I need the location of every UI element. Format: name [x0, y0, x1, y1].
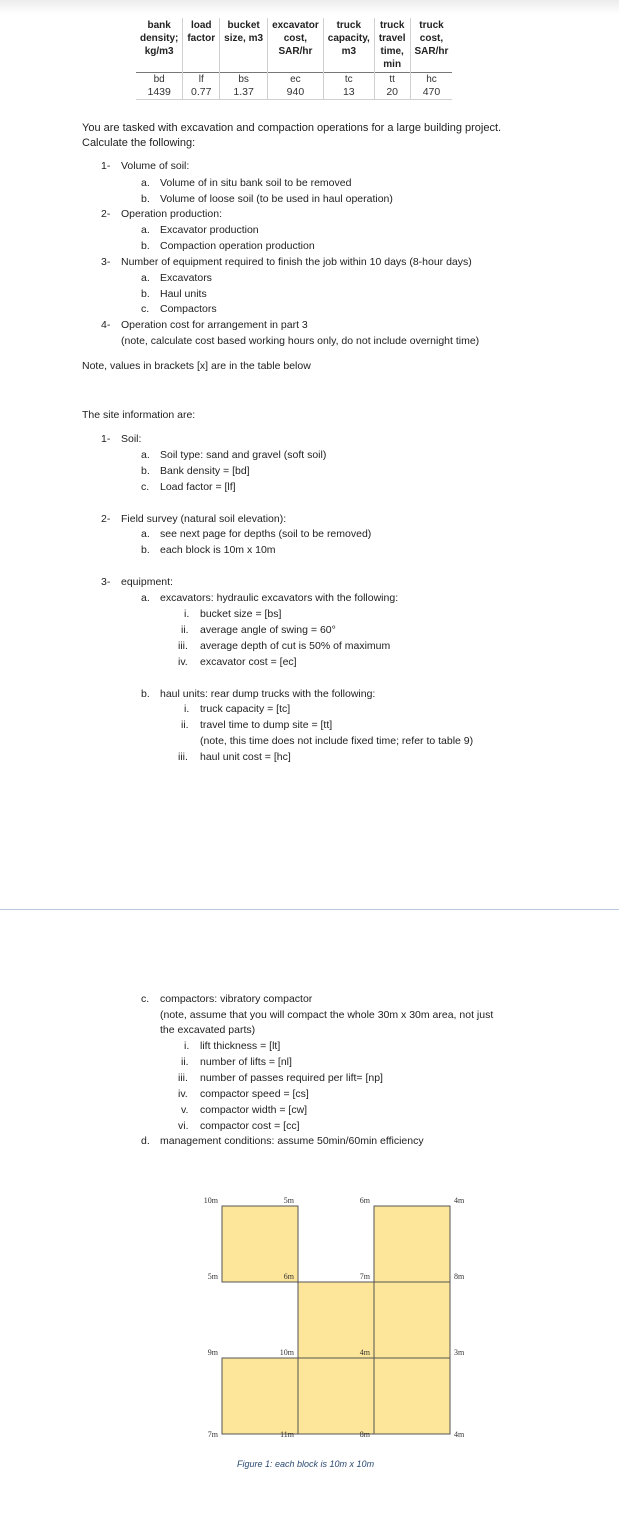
task-item: Number of equipment required to finish the job within 10 days (8-hour days)	[121, 256, 472, 268]
excavators-heading: excavators: hydraulic excavators with the following:	[160, 592, 399, 604]
depth-label: 10m	[279, 1348, 294, 1357]
intro-line: Calculate the following:	[82, 137, 196, 149]
haul-spec: haul unit cost = [hc]	[200, 751, 291, 763]
table-cell: 940	[268, 86, 324, 100]
task-item: Operation cost for arrangement in part 3	[121, 319, 308, 331]
table-cell: 1439	[136, 86, 183, 100]
compactor-spec: lift thickness = [lt]	[200, 1040, 281, 1052]
subtask-item: Excavators	[160, 272, 212, 284]
subtask-marker: c.	[141, 303, 150, 315]
compactor-spec: compactor speed = [cs]	[200, 1088, 309, 1100]
haul-heading: haul units: rear dump trucks with the following:	[160, 688, 376, 700]
excavator-spec: average angle of swing = 60°	[200, 624, 336, 636]
roman-marker: i.	[184, 703, 190, 715]
depth-label: 6m	[359, 1196, 370, 1205]
intro-line: You are tasked with excavation and compaction operations for a large building project.	[82, 122, 502, 134]
task-marker: 4-	[101, 319, 111, 331]
site-marker: 3-	[101, 576, 111, 588]
header-excavator-cost: excavator cost, SAR/hr	[268, 18, 324, 73]
haul-spec: truck capacity = [tc]	[200, 703, 291, 715]
excavation-block	[222, 1206, 298, 1282]
compactor-spec: number of lifts = [nl]	[200, 1056, 292, 1068]
site-marker: 2-	[101, 513, 111, 525]
subtask-item: Volume of in situ bank soil to be removed	[160, 177, 352, 189]
haul-note: (note, this time does not include fixed time; refer to table 9)	[200, 735, 474, 747]
table-symbol-row	[136, 73, 452, 87]
roman-marker: iii.	[178, 1072, 188, 1084]
header-bank-density: bank density; kg/m3	[140, 20, 179, 57]
soil-type: Soil type: sand and gravel (soft soil)	[160, 449, 327, 461]
survey-depths: see next page for depths (soil to be removed)	[160, 528, 372, 540]
excavation-block	[298, 1358, 374, 1434]
table-value-row	[136, 86, 452, 100]
roman-marker: v.	[181, 1104, 189, 1116]
excavation-block	[222, 1358, 298, 1434]
roman-marker: iii.	[178, 640, 188, 652]
roman-marker: i.	[184, 608, 190, 620]
depth-label: 5m	[207, 1272, 218, 1281]
subtask-item: Volume of loose soil (to be used in haul operation)	[160, 193, 393, 205]
parameters-table	[136, 18, 452, 100]
depth-label: 7m	[207, 1430, 218, 1439]
subtask-marker: c.	[141, 481, 150, 493]
task-marker: 3-	[101, 256, 111, 268]
subtask-marker: a.	[141, 449, 150, 461]
table-cell: bs	[220, 73, 268, 87]
figure-caption: Figure 1: each block is 10m x 10m	[237, 1459, 375, 1469]
subtask-marker: d.	[141, 1135, 150, 1147]
depth-label: 4m	[454, 1196, 465, 1205]
management-conditions: management conditions: assume 50min/60min efficiency	[160, 1135, 424, 1147]
subtask-marker: a.	[141, 224, 150, 236]
excavation-block	[374, 1206, 450, 1282]
compactors-note: the excavated parts)	[160, 1024, 256, 1036]
table-header-row	[136, 18, 452, 73]
task-item: Operation production:	[121, 208, 222, 220]
roman-marker: i.	[184, 1040, 190, 1052]
depth-label: 8m	[454, 1272, 465, 1281]
header-bucket-size: bucket size, m3	[220, 18, 268, 73]
depth-label: 7m	[359, 1272, 370, 1281]
subtask-item: Compactors	[160, 303, 217, 315]
load-factor: Load factor = [lf]	[160, 481, 236, 493]
task-note: (note, calculate cost based working hours only, do not include overnight time)	[121, 335, 480, 347]
depth-label: 4m	[359, 1348, 370, 1357]
task-marker: 2-	[101, 208, 111, 220]
table-cell: 20	[374, 86, 410, 100]
subtask-marker: b.	[141, 544, 150, 556]
depth-label: 9m	[207, 1348, 218, 1357]
subtask-item: Haul units	[160, 288, 207, 300]
survey-block-size: each block is 10m x 10m	[160, 544, 276, 556]
depth-label: 11m	[280, 1430, 294, 1439]
table-cell: hc	[410, 73, 452, 87]
header-truck-capacity: truck capacity, m3	[323, 18, 374, 73]
subtask-marker: a.	[141, 592, 150, 604]
table-cell: ec	[268, 73, 324, 87]
excavator-spec: excavator cost = [ec]	[200, 656, 297, 668]
table-cell: 13	[323, 86, 374, 100]
roman-marker: ii.	[181, 719, 189, 731]
site-heading: The site information are:	[82, 409, 196, 421]
table-cell: lf	[183, 73, 220, 87]
compactor-spec: number of passes required per lift= [np]	[200, 1072, 383, 1084]
table-cell: 1.37	[220, 86, 268, 100]
roman-marker: ii.	[181, 624, 189, 636]
roman-marker: iv.	[178, 1088, 188, 1100]
roman-marker: vi.	[178, 1120, 189, 1132]
roman-marker: iv.	[178, 656, 188, 668]
task-item: Volume of soil:	[121, 160, 190, 172]
depth-label: 10m	[203, 1196, 218, 1205]
site-marker: 1-	[101, 433, 111, 445]
table-cell: tc	[323, 73, 374, 87]
table-cell: tt	[374, 73, 410, 87]
subtask-marker: b.	[141, 465, 150, 477]
excavation-block	[374, 1282, 450, 1358]
subtask-item: Excavator production	[160, 224, 259, 236]
excavation-block	[298, 1282, 374, 1358]
page-break	[0, 909, 619, 910]
site-equipment: equipment:	[121, 576, 173, 588]
depth-label: 8m	[359, 1430, 370, 1439]
depth-grid-figure	[195, 1192, 485, 1454]
depth-label: 4m	[454, 1430, 465, 1439]
table-cell: bd	[136, 73, 183, 87]
header-truck-travel-time: truck travel time, min	[374, 18, 410, 73]
table-cell: 0.77	[183, 86, 220, 100]
subtask-marker: b.	[141, 688, 150, 700]
header-load-factor: load factor	[183, 18, 220, 73]
subtask-marker: a.	[141, 272, 150, 284]
site-soil: Soil:	[121, 433, 142, 445]
compactors-heading: compactors: vibratory compactor	[160, 993, 313, 1005]
subtask-marker: b.	[141, 193, 150, 205]
task-marker: 1-	[101, 160, 111, 172]
haul-spec: travel time to dump site = [tt]	[200, 719, 333, 731]
excavation-block	[374, 1358, 450, 1434]
top-shade	[0, 0, 619, 14]
subtask-marker: b.	[141, 288, 150, 300]
subtask-marker: a.	[141, 528, 150, 540]
excavator-spec: average depth of cut is 50% of maximum	[200, 640, 391, 652]
subtask-marker: b.	[141, 240, 150, 252]
compactors-note: (note, assume that you will compact the whole 30m x 30m area, not just	[160, 1009, 494, 1021]
roman-marker: ii.	[181, 1056, 189, 1068]
subtask-marker: c.	[141, 993, 150, 1005]
excavator-spec: bucket size = [bs]	[200, 608, 282, 620]
compactor-spec: compactor width = [cw]	[200, 1104, 308, 1116]
table-cell: 470	[410, 86, 452, 100]
depth-label: 6m	[283, 1272, 294, 1281]
depth-label: 5m	[283, 1196, 294, 1205]
depth-label: 3m	[454, 1348, 465, 1357]
note-line: Note, values in brackets [x] are in the table below	[82, 360, 311, 372]
header-truck-cost: truck cost, SAR/hr	[410, 18, 452, 73]
bank-density: Bank density = [bd]	[160, 465, 250, 477]
subtask-marker: a.	[141, 177, 150, 189]
site-survey: Field survey (natural soil elevation):	[121, 513, 287, 525]
subtask-item: Compaction operation production	[160, 240, 315, 252]
roman-marker: iii.	[178, 751, 188, 763]
compactor-spec: compactor cost = [cc]	[200, 1120, 300, 1132]
